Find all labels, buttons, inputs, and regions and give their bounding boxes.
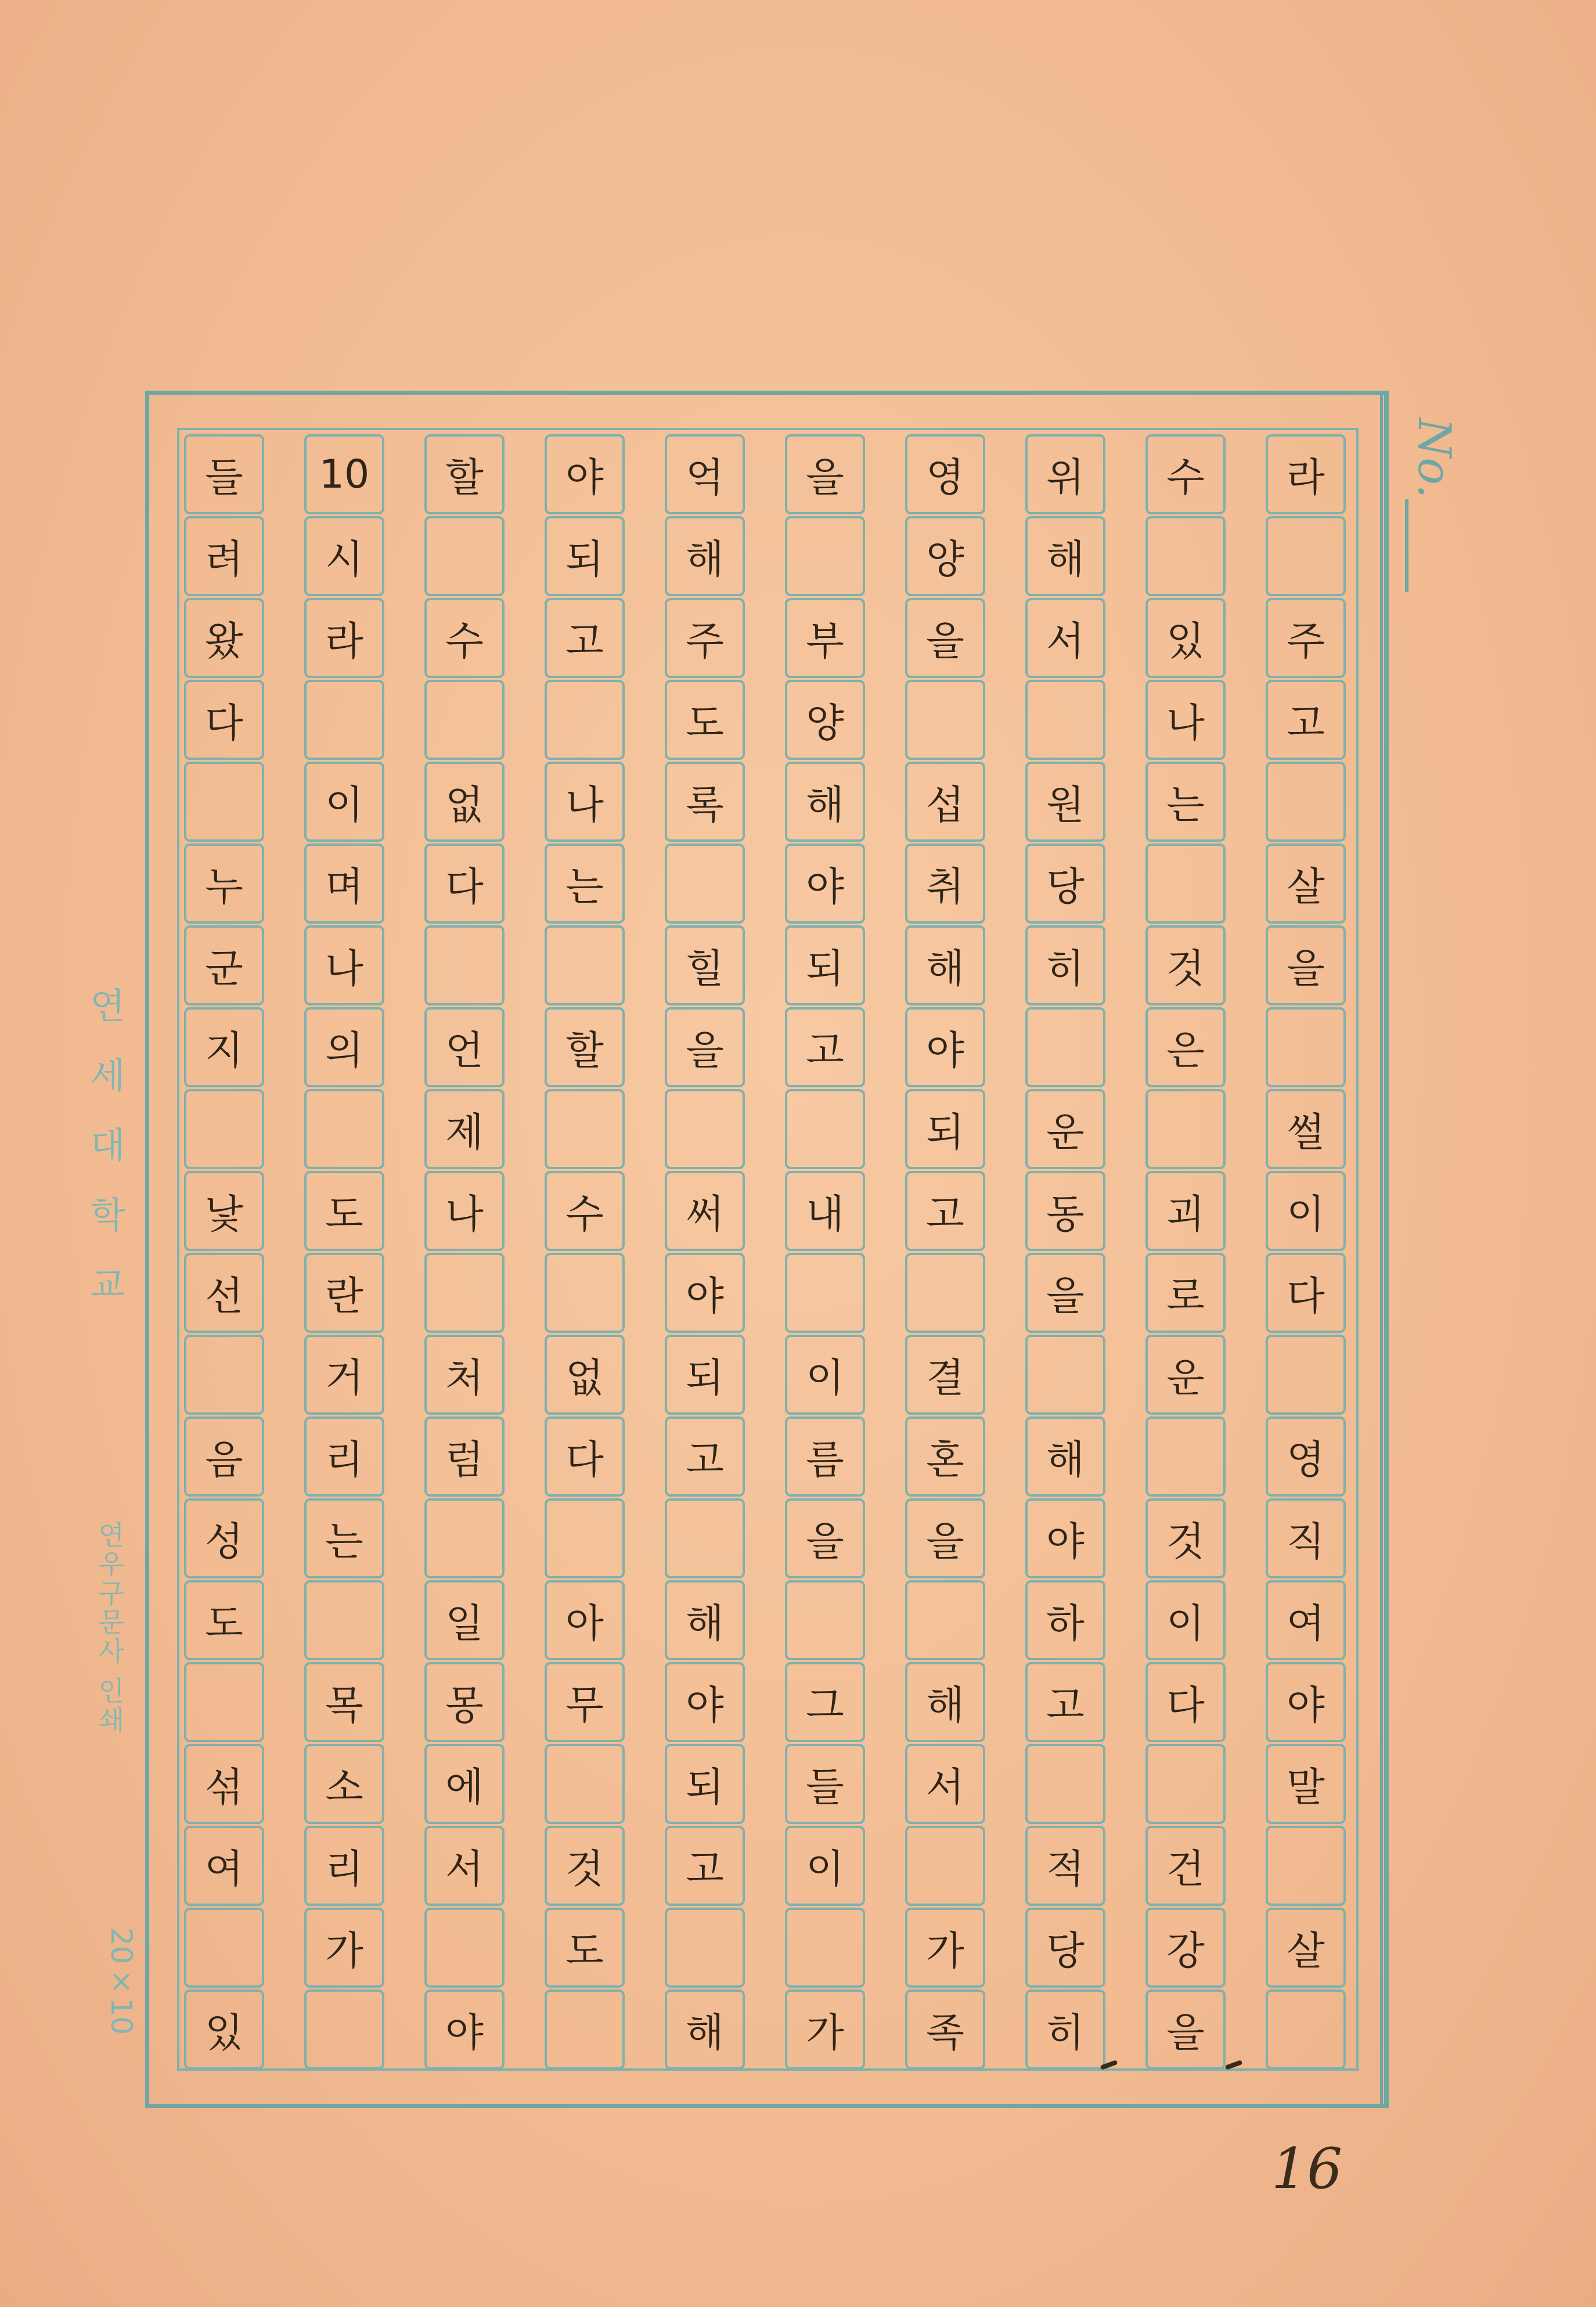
manuscript-cell: 당: [1025, 1908, 1105, 1988]
manuscript-cell: [1145, 1744, 1226, 1824]
manuscript-cell: 는: [545, 844, 625, 924]
manuscript-cell: 누: [184, 844, 264, 924]
manuscript-column: [184, 434, 265, 2066]
manuscript-cell: [1025, 1744, 1105, 1824]
manuscript-cell: 것: [545, 1826, 625, 1906]
manuscript-cell: [184, 1335, 264, 1415]
manuscript-cell: 이: [1266, 1171, 1346, 1251]
manuscript-cell: 해: [905, 925, 985, 1005]
manuscript-cell: [545, 1498, 625, 1578]
manuscript-cell: 해: [1025, 516, 1105, 596]
manuscript-cell: 에: [424, 1744, 505, 1824]
manuscript-cell: 낯: [184, 1171, 264, 1251]
manuscript-cell: [1145, 844, 1226, 924]
manuscript-cell: 히: [1025, 925, 1105, 1005]
manuscript-cell: 하: [1025, 1580, 1105, 1660]
manuscript-cell: [785, 516, 865, 596]
no-underline: [1405, 499, 1408, 592]
manuscript-cell: 야: [424, 1989, 505, 2070]
page-number: 16: [1271, 2136, 1343, 2201]
manuscript-cell: 10: [304, 434, 384, 514]
manuscript-column: [1025, 434, 1107, 2066]
manuscript-cell: 고: [665, 1826, 745, 1906]
manuscript-cell: 야: [1025, 1498, 1105, 1578]
manuscript-cell: 고: [905, 1171, 985, 1251]
manuscript-cell: 지: [184, 1007, 264, 1087]
manuscript-cell: 을: [1025, 1253, 1105, 1333]
manuscript-cell: [785, 1580, 865, 1660]
manuscript-cell: [1025, 680, 1105, 760]
manuscript-cell: 을: [905, 1498, 985, 1578]
manuscript-cell: [545, 1253, 625, 1333]
manuscript-cell: 없: [545, 1335, 625, 1415]
manuscript-cell: [184, 1908, 264, 1988]
manuscript-cell: [424, 680, 505, 760]
manuscript-cell: [1266, 762, 1346, 842]
manuscript-cell: [424, 925, 505, 1005]
manuscript-cell: [1266, 1007, 1346, 1087]
manuscript-cell: 을: [785, 1498, 865, 1578]
manuscript-cell: [1266, 1335, 1346, 1415]
manuscript-cell: [665, 1089, 745, 1169]
manuscript-cell: 고: [1266, 680, 1346, 760]
manuscript-cell: 군: [184, 925, 264, 1005]
manuscript-cell: 고: [1025, 1662, 1105, 1742]
manuscript-cell: 는: [1145, 762, 1226, 842]
manuscript-cell: 의: [304, 1007, 384, 1087]
manuscript-cell: 해: [1025, 1416, 1105, 1497]
manuscript-column: [905, 434, 986, 2066]
manuscript-cell: 영: [1266, 1416, 1346, 1497]
manuscript-cell: 고: [665, 1416, 745, 1497]
manuscript-cell: 동: [1025, 1171, 1105, 1251]
manuscript-cell: [1266, 1826, 1346, 1906]
manuscript-cell: 주: [665, 598, 745, 678]
manuscript-cell: [905, 680, 985, 760]
manuscript-cell: 음: [184, 1416, 264, 1497]
manuscript-cell: 은: [1145, 1007, 1226, 1087]
manuscript-column: [665, 434, 746, 2066]
manuscript-column: [785, 434, 866, 2066]
manuscript-column: [545, 434, 626, 2066]
manuscript-cell: 족: [905, 1989, 985, 2070]
manuscript-cell: 언: [424, 1007, 505, 1087]
manuscript-cell: 있: [184, 1989, 264, 2070]
manuscript-cell: 해: [665, 1989, 745, 2070]
manuscript-cell: [1145, 1089, 1226, 1169]
manuscript-cell: [424, 1908, 505, 1988]
manuscript-cell: 운: [1025, 1089, 1105, 1169]
manuscript-cell: 히: [1025, 1989, 1105, 2070]
manuscript-cell: 운: [1145, 1335, 1226, 1415]
manuscript-cell: 위: [1025, 434, 1105, 514]
manuscript-column: [1145, 434, 1227, 2066]
grid-size-label: 20×10: [105, 1927, 138, 2035]
manuscript-cell: 나: [304, 925, 384, 1005]
manuscript-cell: 며: [304, 844, 384, 924]
manuscript-cell: 양: [785, 680, 865, 760]
manuscript-cell: 양: [905, 516, 985, 596]
manuscript-cell: 야: [665, 1253, 745, 1333]
manuscript-cell: 것: [1145, 925, 1226, 1005]
manuscript-cell: 가: [304, 1908, 384, 1988]
manuscript-cell: 을: [1145, 1989, 1226, 2070]
manuscript-cell: 영: [905, 434, 985, 514]
manuscript-cell: [1266, 516, 1346, 596]
manuscript-cell: 할: [545, 1007, 625, 1087]
manuscript-cell: 억: [665, 434, 745, 514]
manuscript-cell: [1025, 1335, 1105, 1415]
manuscript-cell: 을: [905, 598, 985, 678]
manuscript-cell: 적: [1025, 1826, 1105, 1906]
manuscript-cell: 서: [1025, 598, 1105, 678]
manuscript-cell: 야: [545, 434, 625, 514]
manuscript-cell: 원: [1025, 762, 1105, 842]
manuscript-cell: 서: [905, 1744, 985, 1824]
manuscript-cell: [785, 1908, 865, 1988]
manuscript-cell: 해: [665, 516, 745, 596]
manuscript-cell: [304, 1089, 384, 1169]
manuscript-cell: 수: [424, 598, 505, 678]
manuscript-cell: 나: [1145, 680, 1226, 760]
manuscript-cell: 해: [785, 762, 865, 842]
manuscript-cell: [905, 1826, 985, 1906]
manuscript-cell: 는: [304, 1498, 384, 1578]
manuscript-cell: 처: [424, 1335, 505, 1415]
manuscript-cell: 고: [785, 1007, 865, 1087]
manuscript-cell: 가: [785, 1989, 865, 2070]
manuscript-cell: 섞: [184, 1744, 264, 1824]
manuscript-cell: [785, 1089, 865, 1169]
manuscript-cell: 혼: [905, 1416, 985, 1497]
manuscript-cell: [665, 1908, 745, 1988]
manuscript-cell: 거: [304, 1335, 384, 1415]
manuscript-cell: 왔: [184, 598, 264, 678]
manuscript-cell: [1266, 1989, 1346, 2070]
manuscript-cell: [545, 1089, 625, 1169]
manuscript-cell: [785, 1253, 865, 1333]
manuscript-cell: 해: [905, 1662, 985, 1742]
manuscript-cell: 도: [304, 1171, 384, 1251]
manuscript-cell: 시: [304, 516, 384, 596]
manuscript-cell: [184, 762, 264, 842]
manuscript-cell: 도: [665, 680, 745, 760]
manuscript-cell: 내: [785, 1171, 865, 1251]
manuscript-cell: 이: [1145, 1580, 1226, 1660]
manuscript-cell: [665, 1498, 745, 1578]
manuscript-cell: 살: [1266, 844, 1346, 924]
manuscript-cell: 가: [905, 1908, 985, 1988]
no-label: No.: [1408, 418, 1460, 499]
manuscript-cell: [304, 1989, 384, 2070]
manuscript-cell: 건: [1145, 1826, 1226, 1906]
manuscript-cell: [665, 844, 745, 924]
manuscript-cell: 수: [545, 1171, 625, 1251]
manuscript-cell: 없: [424, 762, 505, 842]
manuscript-cell: 야: [1266, 1662, 1346, 1742]
manuscript-cell: 취: [905, 844, 985, 924]
manuscript-cell: 되: [545, 516, 625, 596]
manuscript-cell: 나: [424, 1171, 505, 1251]
manuscript-cell: 다: [1266, 1253, 1346, 1333]
manuscript-cell: 다: [1145, 1662, 1226, 1742]
manuscript-cell: 서: [424, 1826, 505, 1906]
manuscript-cell: 살: [1266, 1908, 1346, 1988]
manuscript-cell: 되: [665, 1335, 745, 1415]
manuscript-cell: 당: [1025, 844, 1105, 924]
manuscript-cell: 여: [1266, 1580, 1346, 1660]
manuscript-cell: 고: [545, 598, 625, 678]
manuscript-cell: 이: [785, 1335, 865, 1415]
manuscript-cell: 소: [304, 1744, 384, 1824]
manuscript-cell: 할: [424, 434, 505, 514]
manuscript-cell: 써: [665, 1171, 745, 1251]
manuscript-cell: [184, 1662, 264, 1742]
manuscript-cell: 결: [905, 1335, 985, 1415]
manuscript-column: [424, 434, 506, 2066]
manuscript-cell: 몽: [424, 1662, 505, 1742]
manuscript-cell: [424, 516, 505, 596]
manuscript-cell: 도: [184, 1580, 264, 1660]
manuscript-cell: [304, 680, 384, 760]
manuscript-cell: 여: [184, 1826, 264, 1906]
manuscript-cell: 괴: [1145, 1171, 1226, 1251]
manuscript-cell: 아: [545, 1580, 625, 1660]
manuscript-cell: 려: [184, 516, 264, 596]
manuscript-cell: 직: [1266, 1498, 1346, 1578]
manuscript-cell: 리: [304, 1416, 384, 1497]
school-name: 연세대학교: [84, 987, 126, 1335]
manuscript-cell: 수: [1145, 434, 1226, 514]
manuscript-cell: 그: [785, 1662, 865, 1742]
manuscript-cell: [545, 680, 625, 760]
manuscript-cell: [424, 1253, 505, 1333]
manuscript-cell: [424, 1498, 505, 1578]
manuscript-cell: [545, 925, 625, 1005]
manuscript-cell: [304, 1580, 384, 1660]
manuscript-cell: [905, 1253, 985, 1333]
manuscript-cell: 주: [1266, 598, 1346, 678]
manuscript-cell: 란: [304, 1253, 384, 1333]
manuscript-cell: [1025, 1007, 1105, 1087]
manuscript-cell: [184, 1089, 264, 1169]
manuscript-cell: 럼: [424, 1416, 505, 1497]
manuscript-cell: [1145, 516, 1226, 596]
manuscript-cell: [545, 1989, 625, 2070]
manuscript-cell: 야: [905, 1007, 985, 1087]
manuscript-cell: [545, 1744, 625, 1824]
manuscript-cell: 을: [665, 1007, 745, 1087]
manuscript-cell: 름: [785, 1416, 865, 1497]
manuscript-cell: 라: [304, 598, 384, 678]
manuscript-cell: 있: [1145, 598, 1226, 678]
manuscript-cell: 야: [665, 1662, 745, 1742]
manuscript-cell: 들: [184, 434, 264, 514]
manuscript-cell: 무: [545, 1662, 625, 1742]
manuscript-cell: 섭: [905, 762, 985, 842]
manuscript-column: [1266, 434, 1347, 2066]
manuscript-cell: 성: [184, 1498, 264, 1578]
manuscript-cell: 이: [785, 1826, 865, 1906]
manuscript-cell: 들: [785, 1744, 865, 1824]
manuscript-cell: 일: [424, 1580, 505, 1660]
manuscript-cell: 제: [424, 1089, 505, 1169]
manuscript-cell: 선: [184, 1253, 264, 1333]
manuscript-cell: 나: [545, 762, 625, 842]
manuscript-cell: 도: [545, 1908, 625, 1988]
manuscript-cell: 썰: [1266, 1089, 1346, 1169]
right-double-rule: [1380, 395, 1387, 2104]
manuscript-cell: 을: [785, 434, 865, 514]
manuscript-cell: 되: [785, 925, 865, 1005]
manuscript-cell: [1145, 1416, 1226, 1497]
manuscript-cell: 다: [424, 844, 505, 924]
manuscript-cell: 을: [1266, 925, 1346, 1005]
manuscript-cell: 다: [545, 1416, 625, 1497]
manuscript-cell: 해: [665, 1580, 745, 1660]
manuscript-cell: 목: [304, 1662, 384, 1742]
manuscript-cell: 야: [785, 844, 865, 924]
manuscript-cell: 이: [304, 762, 384, 842]
manuscript-cell: 라: [1266, 434, 1346, 514]
manuscript-cell: 말: [1266, 1744, 1346, 1824]
printer-name: 연우구문사 인쇄: [94, 1521, 125, 1735]
manuscript-cell: 되: [905, 1089, 985, 1169]
manuscript-cell: [905, 1580, 985, 1660]
manuscript-cell: 로: [1145, 1253, 1226, 1333]
manuscript-column: [304, 434, 386, 2066]
manuscript-cell: 힐: [665, 925, 745, 1005]
manuscript-cell: 록: [665, 762, 745, 842]
manuscript-cell: 강: [1145, 1908, 1226, 1988]
manuscript-cell: 리: [304, 1826, 384, 1906]
manuscript-cell: 부: [785, 598, 865, 678]
manuscript-cell: 것: [1145, 1498, 1226, 1578]
manuscript-cell: 다: [184, 680, 264, 760]
manuscript-cell: 되: [665, 1744, 745, 1824]
